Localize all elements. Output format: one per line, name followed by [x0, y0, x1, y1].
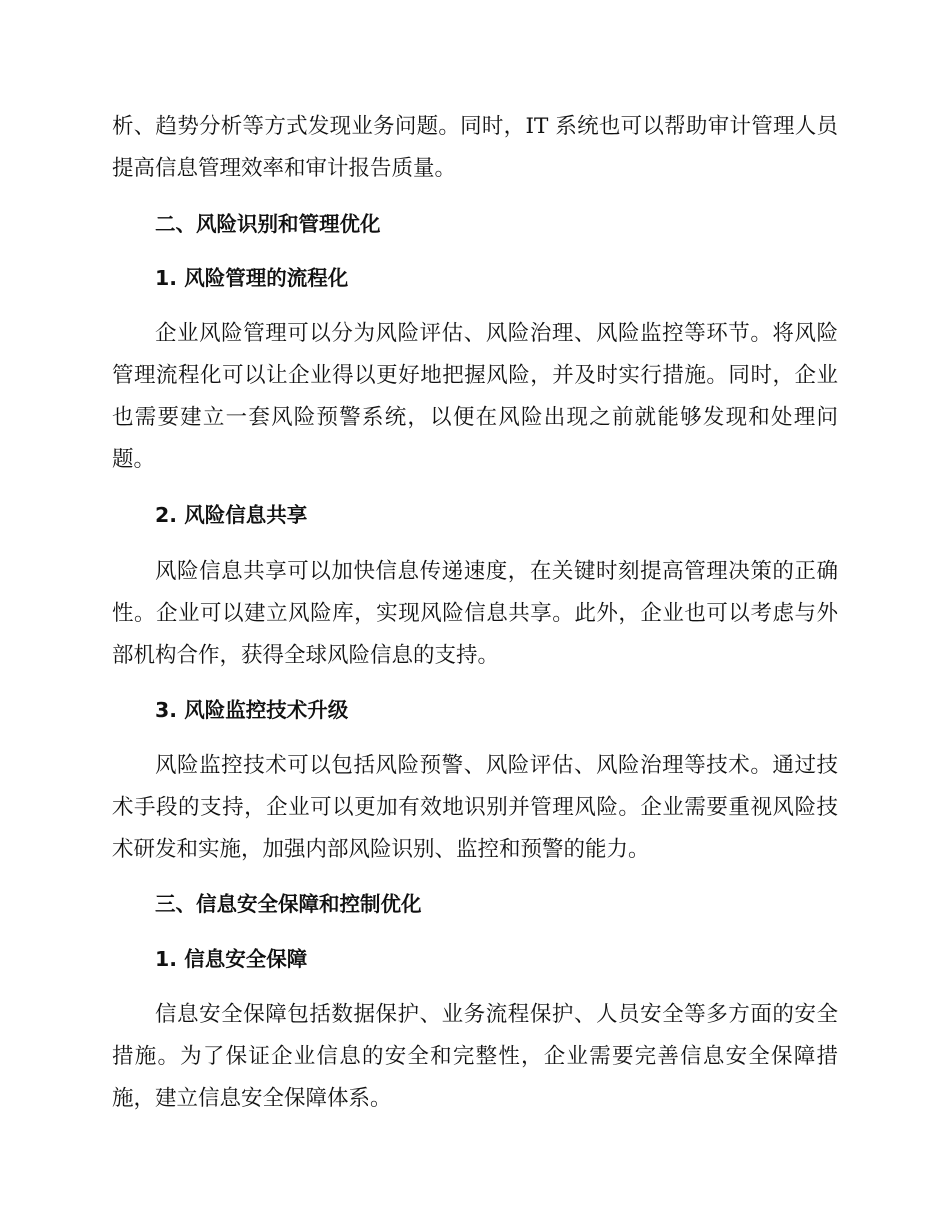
subheading-2-2: 2. 风险信息共享 — [155, 503, 308, 527]
paragraph-2-1: 企业风险管理可以分为风险评估、风险治理、风险监控等环节。将风险管理流程化可以让企业得以更好地把握风险，并及时实行措施。同时，企业也需要建立一套风险预警系统，以便在风险出现之前就能够发现和处理问题。 — [112, 321, 838, 472]
subheading-2-3: 3. 风险监控技术升级 — [155, 698, 349, 722]
paragraph-3-1: 信息安全保障包括数据保护、业务流程保护、人员安全等多方面的安全措施。为了保证企业信息的安全和完整性，企业需要完善信息安全保障措施，建立信息安全保障体系。 — [112, 1002, 838, 1111]
paragraph-2-3: 风险监控技术可以包括风险预警、风险评估、风险治理等技术。通过技术手段的支持，企业可以更加有效地识别并管理风险。企业需要重视风险技术研发和实施，加强内部风险识别、监控和预警的能力。 — [112, 753, 838, 862]
paragraph-2-2: 风险信息共享可以加快信息传递速度，在关键时刻提高管理决策的正确性。企业可以建立风险库，实现风险信息共享。此外，企业也可以考虑与外部机构合作，获得全球风险信息的支持。 — [112, 559, 838, 668]
subheading-2-1: 1. 风险管理的流程化 — [155, 266, 349, 290]
section-heading-3: 三、信息安全保障和控制优化 — [155, 892, 422, 916]
subheading-3-1: 1. 信息安全保障 — [155, 947, 308, 971]
paragraph-intro-continued: 析、趋势分析等方式发现业务问题。同时，IT 系统也可以帮助审计管理人员提高信息管理效率和审计报告质量。 — [112, 114, 838, 181]
section-heading-2: 二、风险识别和管理优化 — [155, 212, 381, 236]
